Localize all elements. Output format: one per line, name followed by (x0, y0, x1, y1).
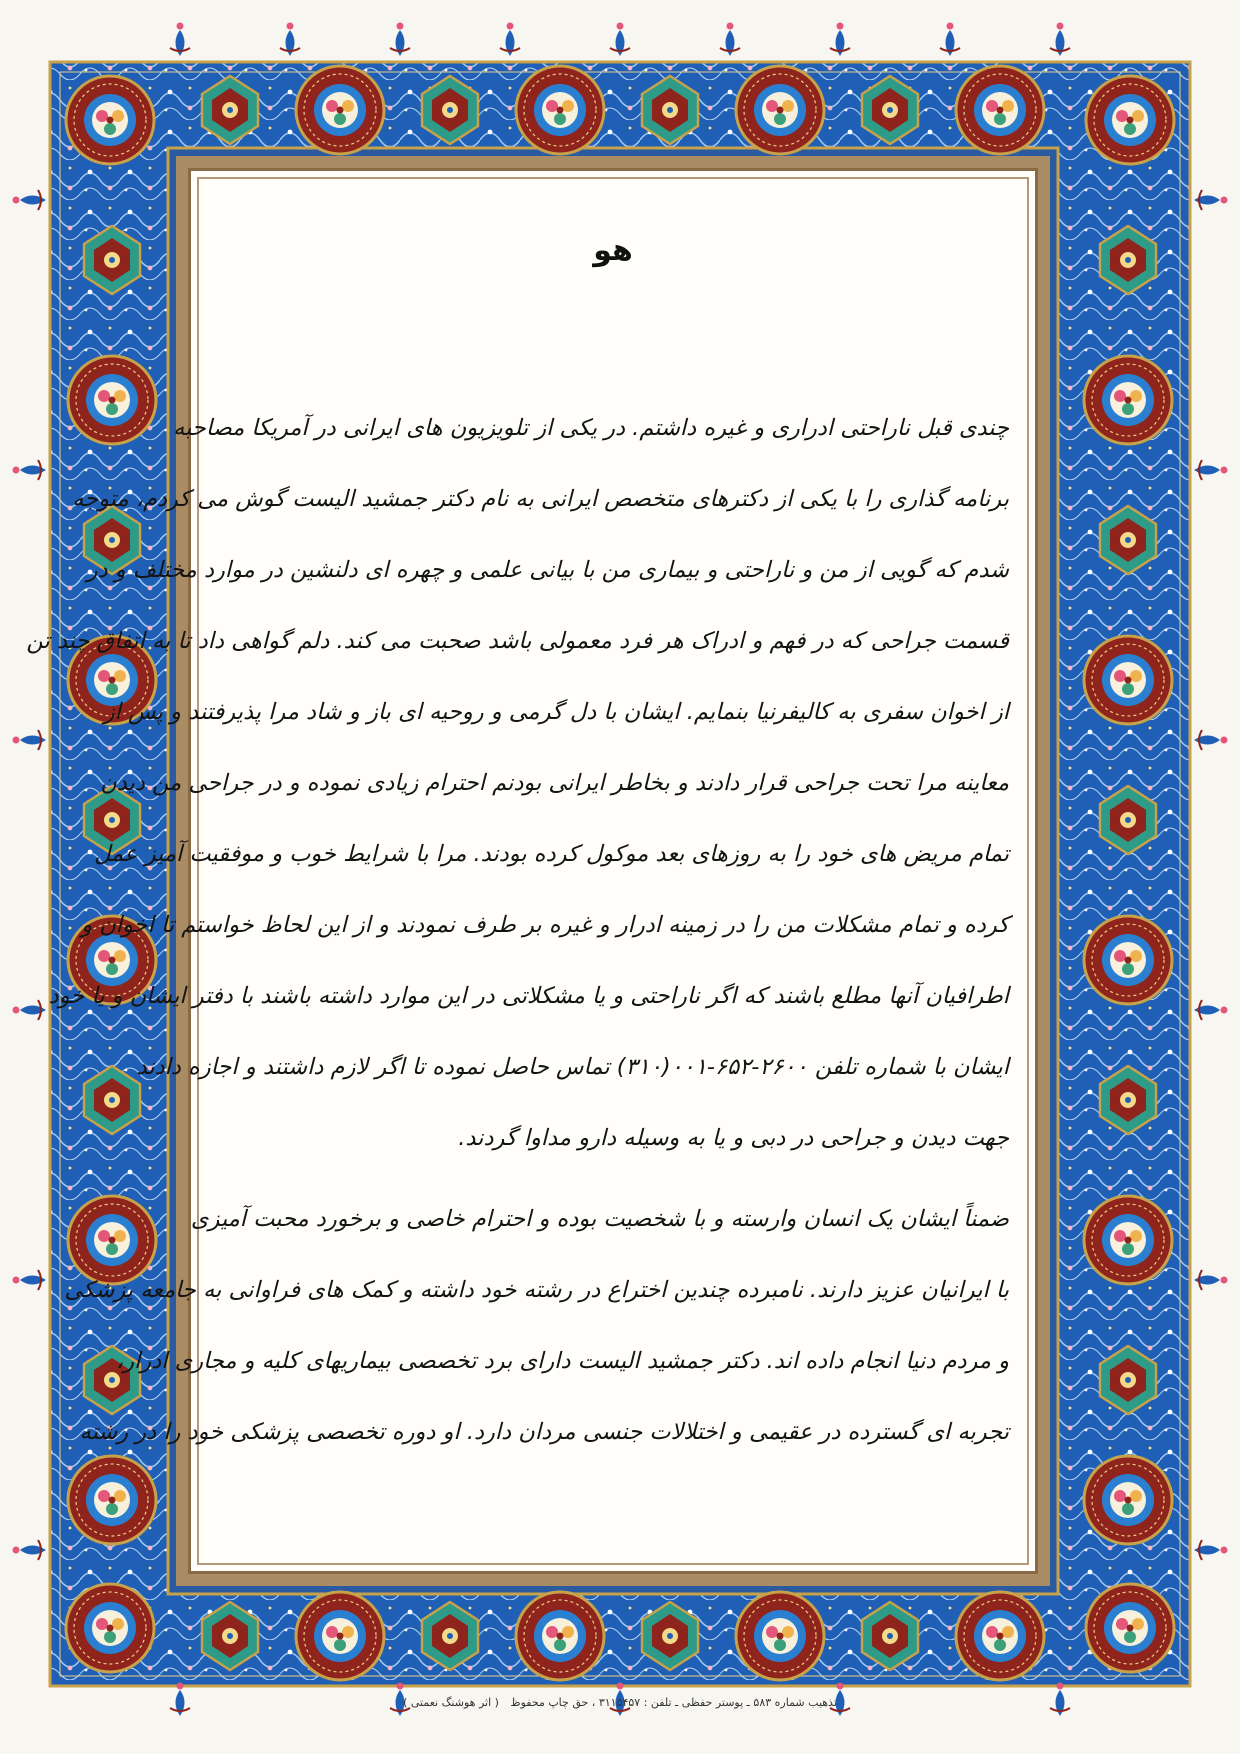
text-line: جهت دیدن و جراحی در دبی و یا به وسیله دارو مداوا گردند. (458, 1125, 1009, 1151)
text-line: برنامه گذاری را با یکی از دکترهای متخصص ایرانی به نام دکتر جمشید الیست گوش می کردم، متوجه (72, 486, 1009, 512)
text-panel (26, 168, 1038, 1574)
text-line: تمام مریض های خود را به روزهای بعد موکول کرده بودند. مرا با شرایط خوب و موفقیت آمیز عمل (94, 841, 1009, 867)
letter-body (26, 393, 1009, 1468)
text-line: کرده و تمام مشکلات من را در زمینه ادرار و غیره بر طرف نمودند و از این لحاظ خواستم تا اخوان و (81, 912, 1009, 938)
artist-text: ( اثر هوشنگ نعمتی ) (403, 1696, 499, 1709)
print-credit (0, 1696, 1240, 1709)
text-line: تجربه ای گسترده در عقیمی و اختلالات جنسی مردان دارد. او دوره تخصصی پزشکی خود را در رشته (79, 1419, 1009, 1445)
text-line: چندی قبل ناراحتی ادراری و غیره داشتم. در یکی از تلویزیون های ایرانی در آمریکا مصاحبه (173, 415, 1009, 441)
credit-text: تذهیب شماره ۵۸۳ ـ پوستر حفظی ـ تلفن : ۳۱۱۵۴۵۷ ، حق چاپ محفوظ (510, 1696, 837, 1709)
text-line: ایشان با شماره تلفن ۲۶۰۰-۶۵۲-۰۰۱(۳۱۰) تماس حاصل نموده تا اگر لازم داشتند و اجازه دادند (136, 1054, 1009, 1080)
text-line: ضمناً ایشان یک انسان وارسته و با شخصیت بوده و احترام خاصی و برخورد محبت آمیزی (190, 1206, 1009, 1232)
text-line: اطرافیان آنها مطلع باشند که اگر ناراحتی و یا مشکلاتی در این موارد داشته باشند با دفتر ایشان و یا خود (48, 983, 1009, 1009)
text-line: با ایرانیان عزیز دارند. نامبرده چندین اختراع در رشته خود داشته و کمک های فراوانی به جامعه پزشکی (64, 1277, 1009, 1303)
text-line: معاینه مرا تحت جراحی قرار دادند و بخاطر ایرانی بودنم احترام زیادی نموده و در جراحی من دیدن (100, 770, 1009, 796)
text-line: شدم که گویی از من و ناراحتی و بیماری من با بیانی علمی و چهره ای دلنشین در موارد مختلف و در (86, 557, 1009, 583)
text-line: و مردم دنیا انجام داده اند. دکتر جمشید الیست دارای برد تخصصی بیماریهای کلیه و مجاری ادرار، (115, 1348, 1009, 1374)
text-line: قسمت جراحی که در فهم و ادراک هر فرد معمولی باشد صحبت می کند. دلم گواهی داد تا به اتفاق چند تن (26, 628, 1009, 654)
text-line: از اخوان سفری به کالیفرنیا بنمایم. ایشان با دل گرمی و روحیه ای باز و شاد مرا پذیرفتند و پس از (103, 699, 1009, 725)
page-heading: هو (593, 233, 633, 268)
